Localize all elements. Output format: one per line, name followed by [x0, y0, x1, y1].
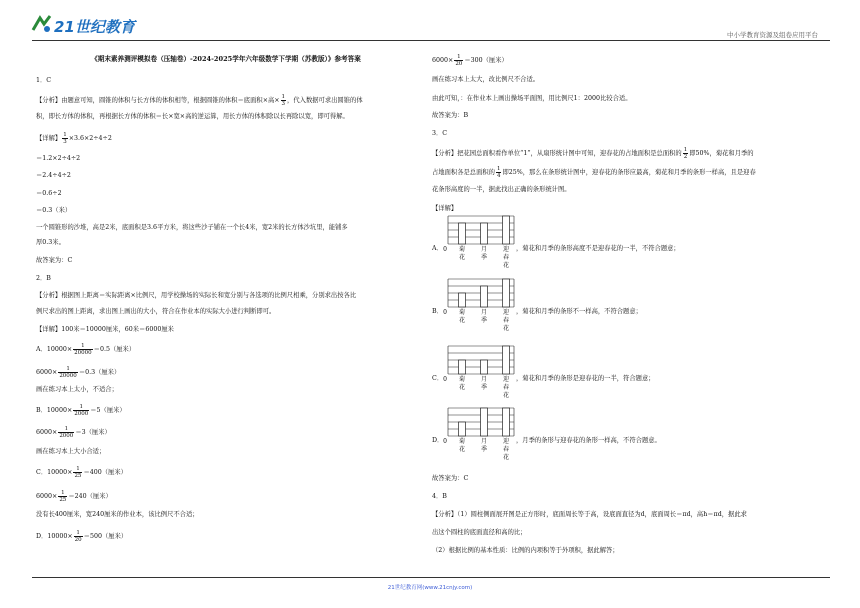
zero-label: 0	[443, 309, 447, 316]
q3-number: 3．C	[432, 130, 448, 137]
expr: 占地面积各是总面积的	[432, 169, 495, 176]
expr: ＝400（厘米）	[83, 469, 127, 476]
expr: B．10000×	[36, 407, 73, 414]
bar-chart-a	[442, 214, 518, 276]
category-label: 菊花	[458, 438, 466, 453]
bar-月季	[481, 286, 488, 307]
expr: ＝0.3（厘米）	[78, 369, 121, 376]
r-line3: 由此可知，：在作业本上画出操场平面图，用比例尺1：2000比较合适。	[432, 95, 632, 102]
fraction	[454, 54, 463, 67]
q4-analysis-line2: 出这个圆柱的底面直径和高的比；	[432, 529, 527, 536]
numerator: 1	[74, 530, 83, 537]
bar-迎春花	[503, 346, 510, 374]
bar-迎春花	[503, 408, 510, 436]
numerator: 1	[73, 404, 89, 411]
header-platform-text: 中小学教育资源及组卷应用平台	[727, 31, 818, 39]
q1-step4: ＝0.3（米）	[36, 207, 72, 214]
q1-analysis-line2: 积，即长方体的体积，再根据长方体的体积＝长×宽×高的逆运算，用长方体的体积除以长再除以宽，即可得解。	[36, 113, 349, 120]
numerator: 1	[58, 366, 78, 373]
bar-月季	[481, 223, 488, 244]
option-c-text: ，菊花和月季的条形是迎春花的一半，符合题意；	[516, 375, 655, 382]
numerator: 1	[73, 466, 82, 473]
right-column	[432, 44, 828, 574]
option-a-text: ，菊花和月季的条形高度不是迎春花的一半，不符合题意；	[516, 245, 680, 252]
bar-chart-b	[442, 277, 518, 339]
fraction	[74, 530, 83, 543]
detail-label: 【详解】	[36, 135, 62, 142]
q2-option-b-line3: 画在练习本上大小合适；	[36, 448, 106, 455]
fraction	[73, 343, 93, 356]
numerator: 1	[281, 94, 286, 100]
q2-analysis-line1: 【分析】根据图上距离＝实际距离×比例尺，用学校操场的实际长和宽分别与各选项的比例尺相乘，分别求出按各比	[36, 292, 357, 299]
q1-answer: 故答案为：C	[36, 257, 73, 264]
q2-option-a-line1	[36, 343, 135, 356]
q3-answer: 故答案为：C	[432, 475, 469, 482]
denominator: 20000	[74, 350, 92, 356]
q1-step1: ＝1.2×2÷4÷2	[36, 155, 81, 162]
numerator: 1	[58, 490, 67, 497]
footer-divider	[32, 577, 830, 578]
bar-chart-c	[442, 344, 518, 406]
denominator: 2	[683, 154, 688, 160]
q2-detail: 【详解】100米＝10000厘米，60米＝6000厘米	[36, 326, 174, 333]
bar-菊花	[459, 293, 466, 307]
expr: 6000×	[36, 493, 58, 500]
footer-text: 21世纪教育网(www.21cnjy.com)	[387, 585, 473, 591]
bar-迎春花	[503, 216, 510, 244]
bar-菊花	[459, 422, 466, 436]
q2-option-c-line2	[36, 490, 112, 503]
q1-step2: ＝2.4÷4÷2	[36, 172, 71, 179]
numerator: 1	[73, 343, 93, 350]
category-label: 迎春花	[502, 376, 510, 399]
denominator: 20	[455, 61, 463, 67]
category-label: 迎春花	[502, 246, 510, 269]
fraction	[73, 404, 89, 417]
denominator: 3	[63, 139, 67, 145]
q1-conclusion-line1: 一个圆锥形的沙堆，高是2米，底面积是3.6平方米，将这些沙子铺在一个长4米，宽2米的长方体沙坑里，能铺多	[36, 224, 348, 231]
fraction	[58, 366, 78, 379]
fraction	[496, 166, 502, 179]
bar-月季	[481, 408, 488, 436]
q3-analysis-line1	[432, 147, 754, 160]
logo-text: 21世纪教育	[54, 18, 135, 36]
q2-analysis-line2: 例尺求出的图上距离，求出图上画出的大小，符合在作业本的实际大小进行判断即可。	[36, 308, 276, 315]
numerator: 1	[58, 426, 74, 433]
q2-option-c-line3: 没有长400厘米，宽240厘米的作业本，该比例尺不合适；	[36, 511, 199, 518]
denominator: 4	[496, 173, 501, 179]
q1-analysis-text: 【分析】由题意可知，圆锥的体积与长方体的体积相等，根据圆锥的体积＝底面积×高×	[36, 97, 280, 104]
denominator: 2000	[74, 411, 89, 417]
option-d-letter: D．	[432, 437, 444, 444]
bar-菊花	[459, 360, 466, 374]
denominator: 2000	[59, 433, 74, 439]
logo-icon	[30, 14, 52, 34]
option-d-text: ，月季的条形与迎春花的条形一样高，不符合题意。	[516, 437, 661, 444]
option-b-letter: B．	[432, 308, 443, 315]
denominator: 25	[74, 473, 82, 479]
fraction	[73, 466, 82, 479]
zero-label: 0	[443, 246, 447, 253]
q4-analysis-line1: 【分析】（1）圆柱侧面展开图是正方形时，底面周长等于高，设底面直径为d，底面周长＝πd，高h＝πd，据此求	[432, 511, 747, 518]
expr: 即50%，菊花和月季的	[689, 150, 754, 157]
numerator: 1	[683, 147, 688, 153]
bar-迎春花	[503, 279, 510, 307]
q4-analysis-line3: （2）根据比例的基本性质：比例的内项积等于外项积，据此解答；	[432, 547, 619, 554]
category-label: 迎春花	[502, 438, 510, 461]
fraction	[62, 132, 68, 145]
expr: 即25%，那么在条形统计图中，迎春花的条形应最高，菊花和月季的条形一样高，且是迎春	[502, 169, 756, 176]
option-a-letter: A．	[432, 245, 443, 252]
expr: ＝0.5（厘米）	[93, 346, 136, 353]
category-label: 菊花	[458, 376, 466, 391]
q1-analysis-text: ，代入数据可求出圆锥的体	[287, 97, 363, 104]
expr: D．10000×	[36, 533, 73, 540]
q2-option-b-line1	[36, 404, 126, 417]
expr: ＝500（厘米）	[83, 533, 128, 540]
option-c-letter: C．	[432, 375, 444, 382]
q4-number: 4．B	[432, 493, 447, 500]
expr: 6000×	[36, 369, 58, 376]
expr: 6000×	[36, 429, 58, 436]
fraction	[281, 94, 287, 107]
q1-conclusion-line2: 厚0.3米。	[36, 239, 65, 246]
category-label: 菊花	[458, 246, 466, 261]
expr: C．10000×	[36, 469, 73, 476]
bar-月季	[481, 360, 488, 374]
category-label: 月季	[480, 438, 488, 453]
q2-option-b-line2	[36, 426, 111, 439]
q2-option-a-line2	[36, 366, 120, 379]
q2-option-c-line1	[36, 466, 127, 479]
page-title: 《期末素养测评模拟卷（压轴卷）-2024-2025学年六年级数学下学期（苏教版）》参考答案	[91, 55, 361, 63]
fraction	[683, 147, 689, 160]
category-label: 月季	[480, 246, 488, 261]
category-label: 菊花	[458, 309, 466, 324]
bar-菊花	[459, 223, 466, 244]
q3-detail: 【详解】	[432, 205, 458, 212]
logo	[30, 12, 140, 38]
numerator: 1	[454, 54, 463, 61]
q2-option-d-line1	[36, 530, 127, 543]
zero-label: 0	[443, 376, 447, 383]
denominator: 20	[74, 537, 82, 543]
numerator: 1	[63, 132, 67, 138]
zero-label: 0	[443, 438, 447, 445]
bar-chart-d	[442, 406, 518, 468]
q2-number: 2．B	[36, 275, 51, 282]
numerator: 1	[496, 166, 501, 172]
expr: 6000×	[432, 57, 454, 64]
denominator: 20000	[59, 373, 77, 379]
fraction	[58, 426, 74, 439]
expr: ＝300（厘米）	[464, 57, 508, 64]
r-line1	[432, 54, 508, 67]
category-label: 迎春花	[502, 309, 510, 332]
denominator: 3	[281, 101, 286, 107]
expr: ＝3（厘米）	[75, 429, 111, 436]
category-label: 月季	[480, 376, 488, 391]
q1-analysis-line1	[36, 94, 363, 107]
detail-expr: ×3.6×2÷4÷2	[68, 135, 112, 142]
q3-analysis-line3: 花条形高度的一半，据此找出正确的条形统计图。	[432, 186, 571, 193]
q1-detail-line	[36, 132, 112, 145]
q2-option-a-line3: 画在练习本上太小，不适合；	[36, 386, 118, 393]
option-b-text: ，菊花和月季的条形不一样高，不符合题意；	[516, 308, 642, 315]
expr: ＝240（厘米）	[68, 493, 112, 500]
expr: A．10000×	[36, 346, 73, 353]
expr: 【分析】把花园总面积看作单位“1”，从扇形统计图中可知，迎春花的占地面积是总面积的	[432, 150, 682, 157]
r-line4: 故答案为：B	[432, 112, 469, 119]
header-divider	[32, 40, 830, 41]
q1-number: 1．C	[36, 77, 52, 84]
r-line2: 画在练习本上太大，改比例尺不合适。	[432, 76, 540, 83]
denominator: 25	[59, 497, 67, 503]
expr: ＝5（厘米）	[90, 407, 126, 414]
fraction	[58, 490, 67, 503]
q3-analysis-line2	[432, 166, 756, 179]
category-label: 月季	[480, 309, 488, 324]
q1-step3: ＝0.6÷2	[36, 190, 62, 197]
